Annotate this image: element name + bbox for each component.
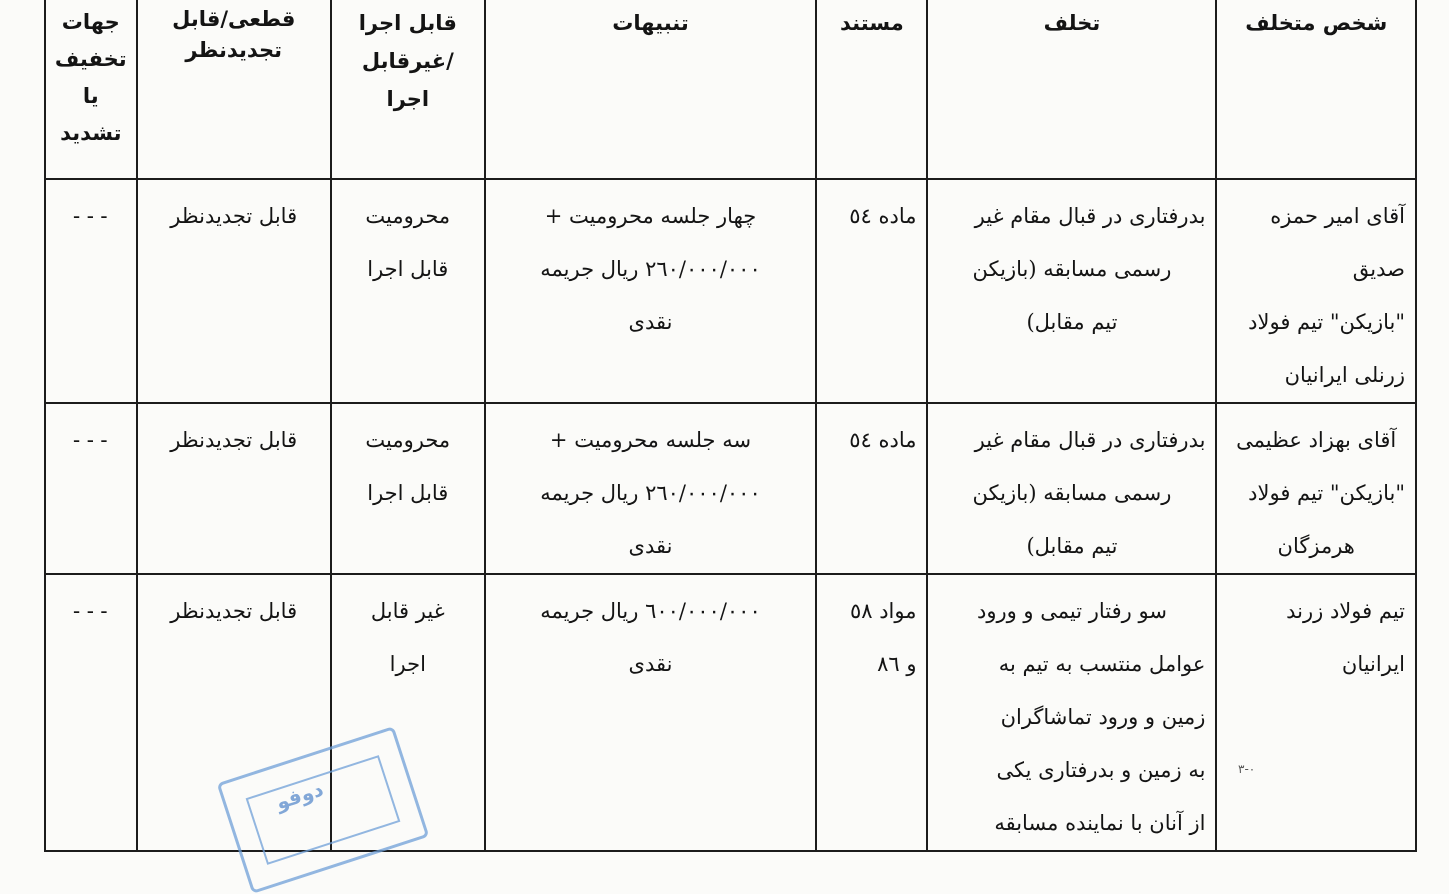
- header-appealable: قطعی/قابل تجدیدنظر: [137, 0, 331, 179]
- header-enforceable: قابل اجرا /غیرقابل اجرا: [331, 0, 485, 179]
- table-row: [45, 403, 1416, 574]
- cell-mitigation: ---: [45, 179, 137, 403]
- stamp-text: دوفو: [272, 776, 327, 815]
- ink-mark: ٠-٣: [1238, 762, 1256, 776]
- cell-mitigation: ---: [45, 574, 137, 851]
- cell-article: مواد ٥٨ و ٨٦: [816, 574, 927, 851]
- cell-violation: بدرفتاری در قبال مقام غیر رسمی مسابقه (بازیکن تیم مقابل): [927, 403, 1216, 574]
- cell-person: تیم فولاد زرند ایرانیان: [1216, 574, 1416, 851]
- cell-penalties: ٦۰۰/۰۰۰/۰۰۰ ریال جریمه نقدی: [485, 574, 817, 851]
- header-violation: تخلف: [927, 0, 1216, 179]
- cell-article: ماده ٥٤: [816, 179, 927, 403]
- cell-enforceable: محرومیت قابل اجرا: [331, 403, 485, 574]
- cell-penalties: سه جلسه محرومیت + ۲٦۰/۰۰۰/۰۰۰ ریال جریمه نقدی: [485, 403, 817, 574]
- table-row: [45, 179, 1416, 403]
- cell-person: آقای بهزاد عظیمی "بازیکن" تیم فولاد هرمزگان: [1216, 403, 1416, 574]
- cell-person: آقای امیر حمزه صدیق "بازیکن" تیم فولاد زرنلی ایرانیان: [1216, 179, 1416, 403]
- header-person: شخص متخلف: [1216, 0, 1416, 179]
- cell-appealable: قابل تجدیدنظر: [137, 403, 331, 574]
- cell-appealable: قابل تجدیدنظر: [137, 574, 331, 851]
- cell-appealable: قابل تجدیدنظر: [137, 179, 331, 403]
- cell-violation: سو رفتار تیمی و ورود عوامل منتسب به تیم به زمین و ورود تماشاگران به زمین و بدرفتاری یکی از آنان با نماینده مسابقه: [927, 574, 1216, 851]
- header-mitigation: جهات تخفیف یا تشدید: [45, 0, 137, 179]
- cell-enforceable: محرومیت قابل اجرا: [331, 179, 485, 403]
- header-article: مستند: [816, 0, 927, 179]
- disciplinary-ruling-table: [44, 0, 1417, 852]
- table-header-row: [45, 0, 1416, 179]
- cell-penalties: چهار جلسه محرومیت + ۲٦۰/۰۰۰/۰۰۰ ریال جریمه نقدی: [485, 179, 817, 403]
- header-penalties: تنبیهات: [485, 0, 817, 179]
- cell-enforceable: غیر قابل اجرا: [331, 574, 485, 851]
- cell-article: ماده ٥٤: [816, 403, 927, 574]
- cell-violation: بدرفتاری در قبال مقام غیر رسمی مسابقه (بازیکن تیم مقابل): [927, 179, 1216, 403]
- cell-mitigation: ---: [45, 403, 137, 574]
- stamp-inner-border: [246, 755, 401, 865]
